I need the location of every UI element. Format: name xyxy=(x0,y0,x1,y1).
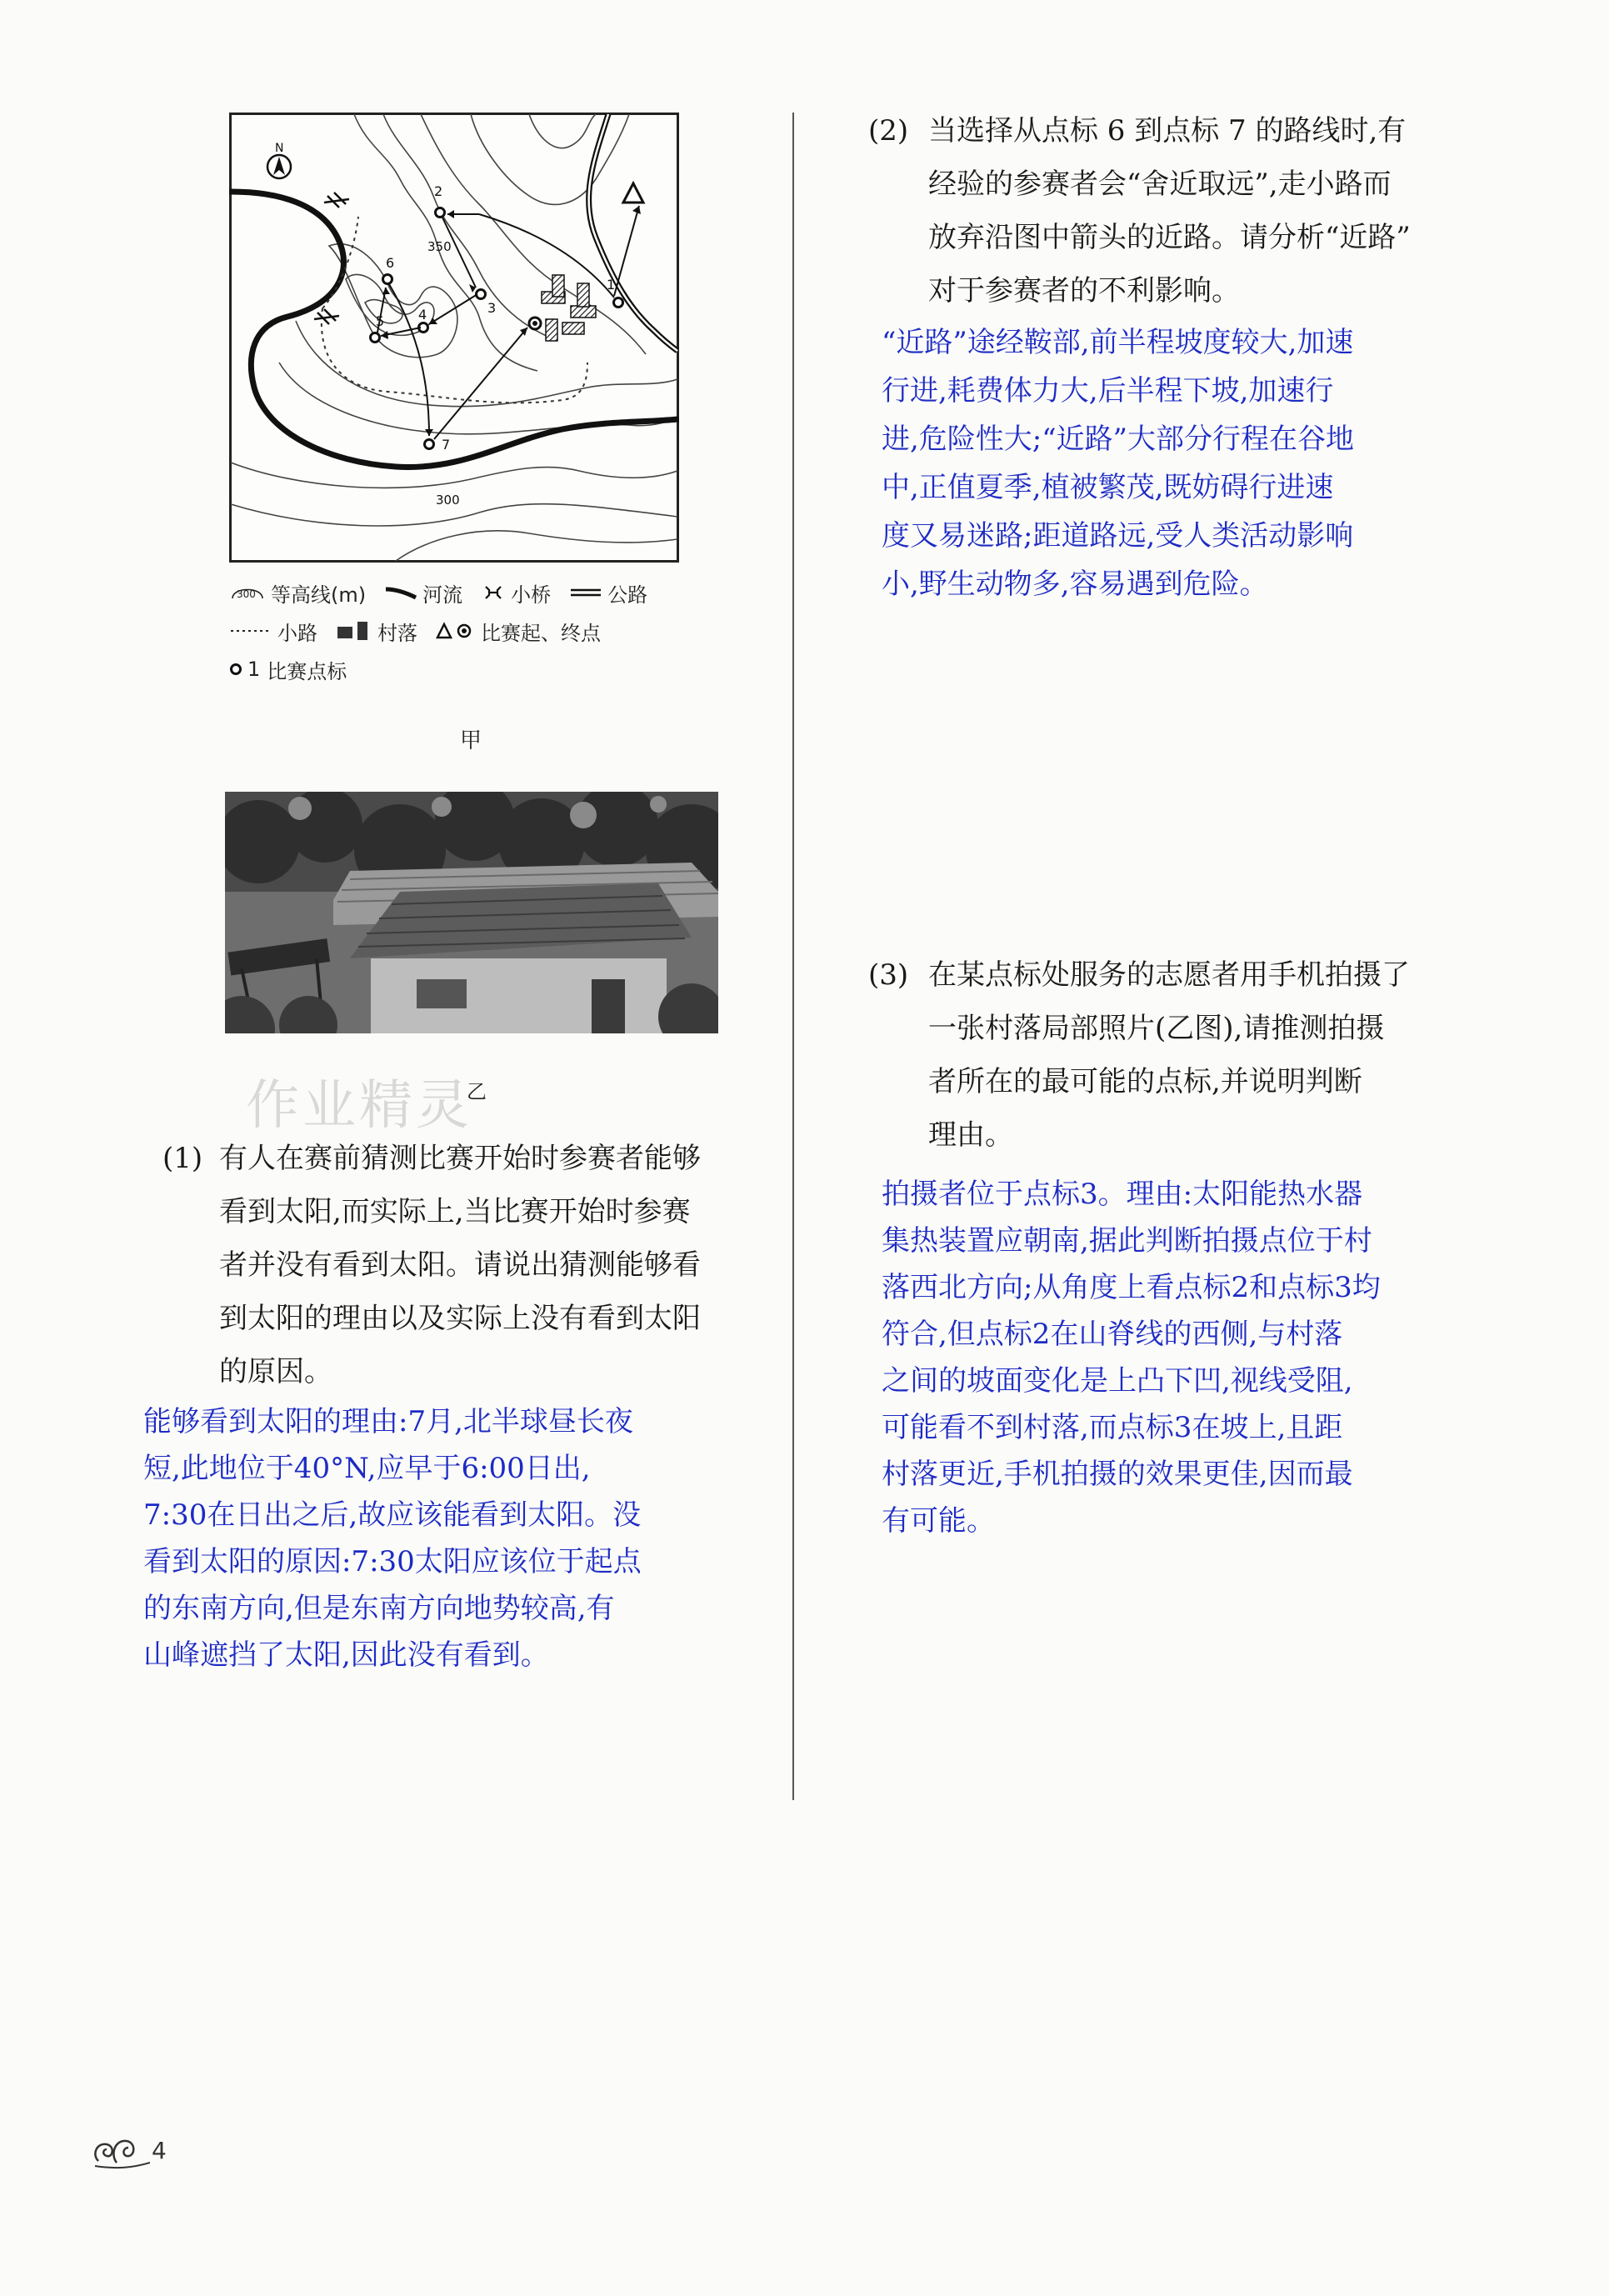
map-legend xyxy=(229,573,771,688)
legend-checkpoint: 1 比赛点标 xyxy=(229,655,347,684)
svg-text:6: 6 xyxy=(386,255,395,271)
svg-text:300: 300 xyxy=(237,588,256,600)
village-photo xyxy=(225,792,718,1033)
figure-jia-caption: 甲 xyxy=(460,728,482,753)
svg-text:3: 3 xyxy=(487,300,497,316)
question-3: (3) 在某点标处服务的志愿者用手机拍摄了 一张村落局部照片(乙图),请推测拍摄 者所在的最可能的点标,并说明判断 理由。 xyxy=(868,948,1552,1173)
page-number: 4 xyxy=(92,2129,167,2171)
legend-highway: 公路 xyxy=(607,583,648,607)
swirl-ornament-icon xyxy=(92,2129,150,2171)
svg-text:7: 7 xyxy=(442,437,451,453)
answer-1: 能够看到太阳的理由:7月,北半球昼长夜 短,此地位于40°N,应早于6:00日出, 7:30在日出之后,故应该能看到太阳。没 看到太阳的原因:7:30太阳应该位于起点 的东南方向,但是东南方向地势较高,有 山峰遮挡了太阳,因此没有看到。 xyxy=(143,1405,642,1672)
figure-yi-caption: 乙 xyxy=(467,1080,487,1103)
svg-text:350: 350 xyxy=(427,239,452,254)
watermark: 作业精灵 xyxy=(246,1075,472,1137)
svg-text:4: 4 xyxy=(418,307,427,323)
question-2: (2) 当选择从点标 6 到点标 7 的路线时,有 经验的参赛者会“舍近取远”,走小路而 放弃沿图中箭头的近路。请分析“近路” 对于参赛者的不利影响。 xyxy=(868,104,1552,329)
topographic-map xyxy=(229,113,679,563)
question-3-number: (3) xyxy=(868,958,909,992)
legend-village: 村落 xyxy=(336,617,417,646)
legend-start-end: 比赛起、终点 xyxy=(436,617,601,646)
answer-2: “近路”途经鞍部,前半程坡度较大,加速 行进,耗费体力大,后半程下坡,加速行 进,危险性大;“近路”大部分行程在谷地 中,正值夏季,植被繁茂,既妨碍行进速 度又易迷路;距道路远,受人类活动影响 小,野生动物多,容易遇到危险。 xyxy=(882,326,1355,601)
svg-text:N: N xyxy=(275,142,284,155)
svg-text:1: 1 xyxy=(607,277,616,293)
svg-text:300: 300 xyxy=(436,493,460,508)
question-2-number: (2) xyxy=(868,114,909,148)
legend-river: 河流 xyxy=(384,578,462,608)
answer-3: 拍摄者位于点标3。理由:太阳能热水器 集热装置应朝南,据此判断拍摄点位于村 落西北方向;从角度上看点标2和点标3均 符合,但点标2在山脊线的西侧,与村落 之间的坡面变化是上凸下凹,视线受阻, 可能看不到村落,而点标3在坡上,且距 村落更近,手机拍摄的效果更佳,因而最 有可能。 xyxy=(882,1178,1381,1538)
legend-contour: 300 等高线(m) xyxy=(229,578,366,608)
svg-text:2: 2 xyxy=(434,183,443,199)
question-1: (1) 有人在赛前猜测比赛开始时参赛者能够 看到太阳,而实际上,当比赛开始时参赛 者并没有看到太阳。请说出猜测能够看 到太阳的理由以及实际上没有看到太阳 的原因。 xyxy=(162,1132,779,1407)
legend-bridge: 小桥 xyxy=(481,578,551,608)
question-1-number: (1) xyxy=(162,1142,203,1175)
legend-path: 小路 xyxy=(277,621,317,645)
svg-text:5: 5 xyxy=(376,313,385,329)
column-divider xyxy=(792,113,794,1800)
